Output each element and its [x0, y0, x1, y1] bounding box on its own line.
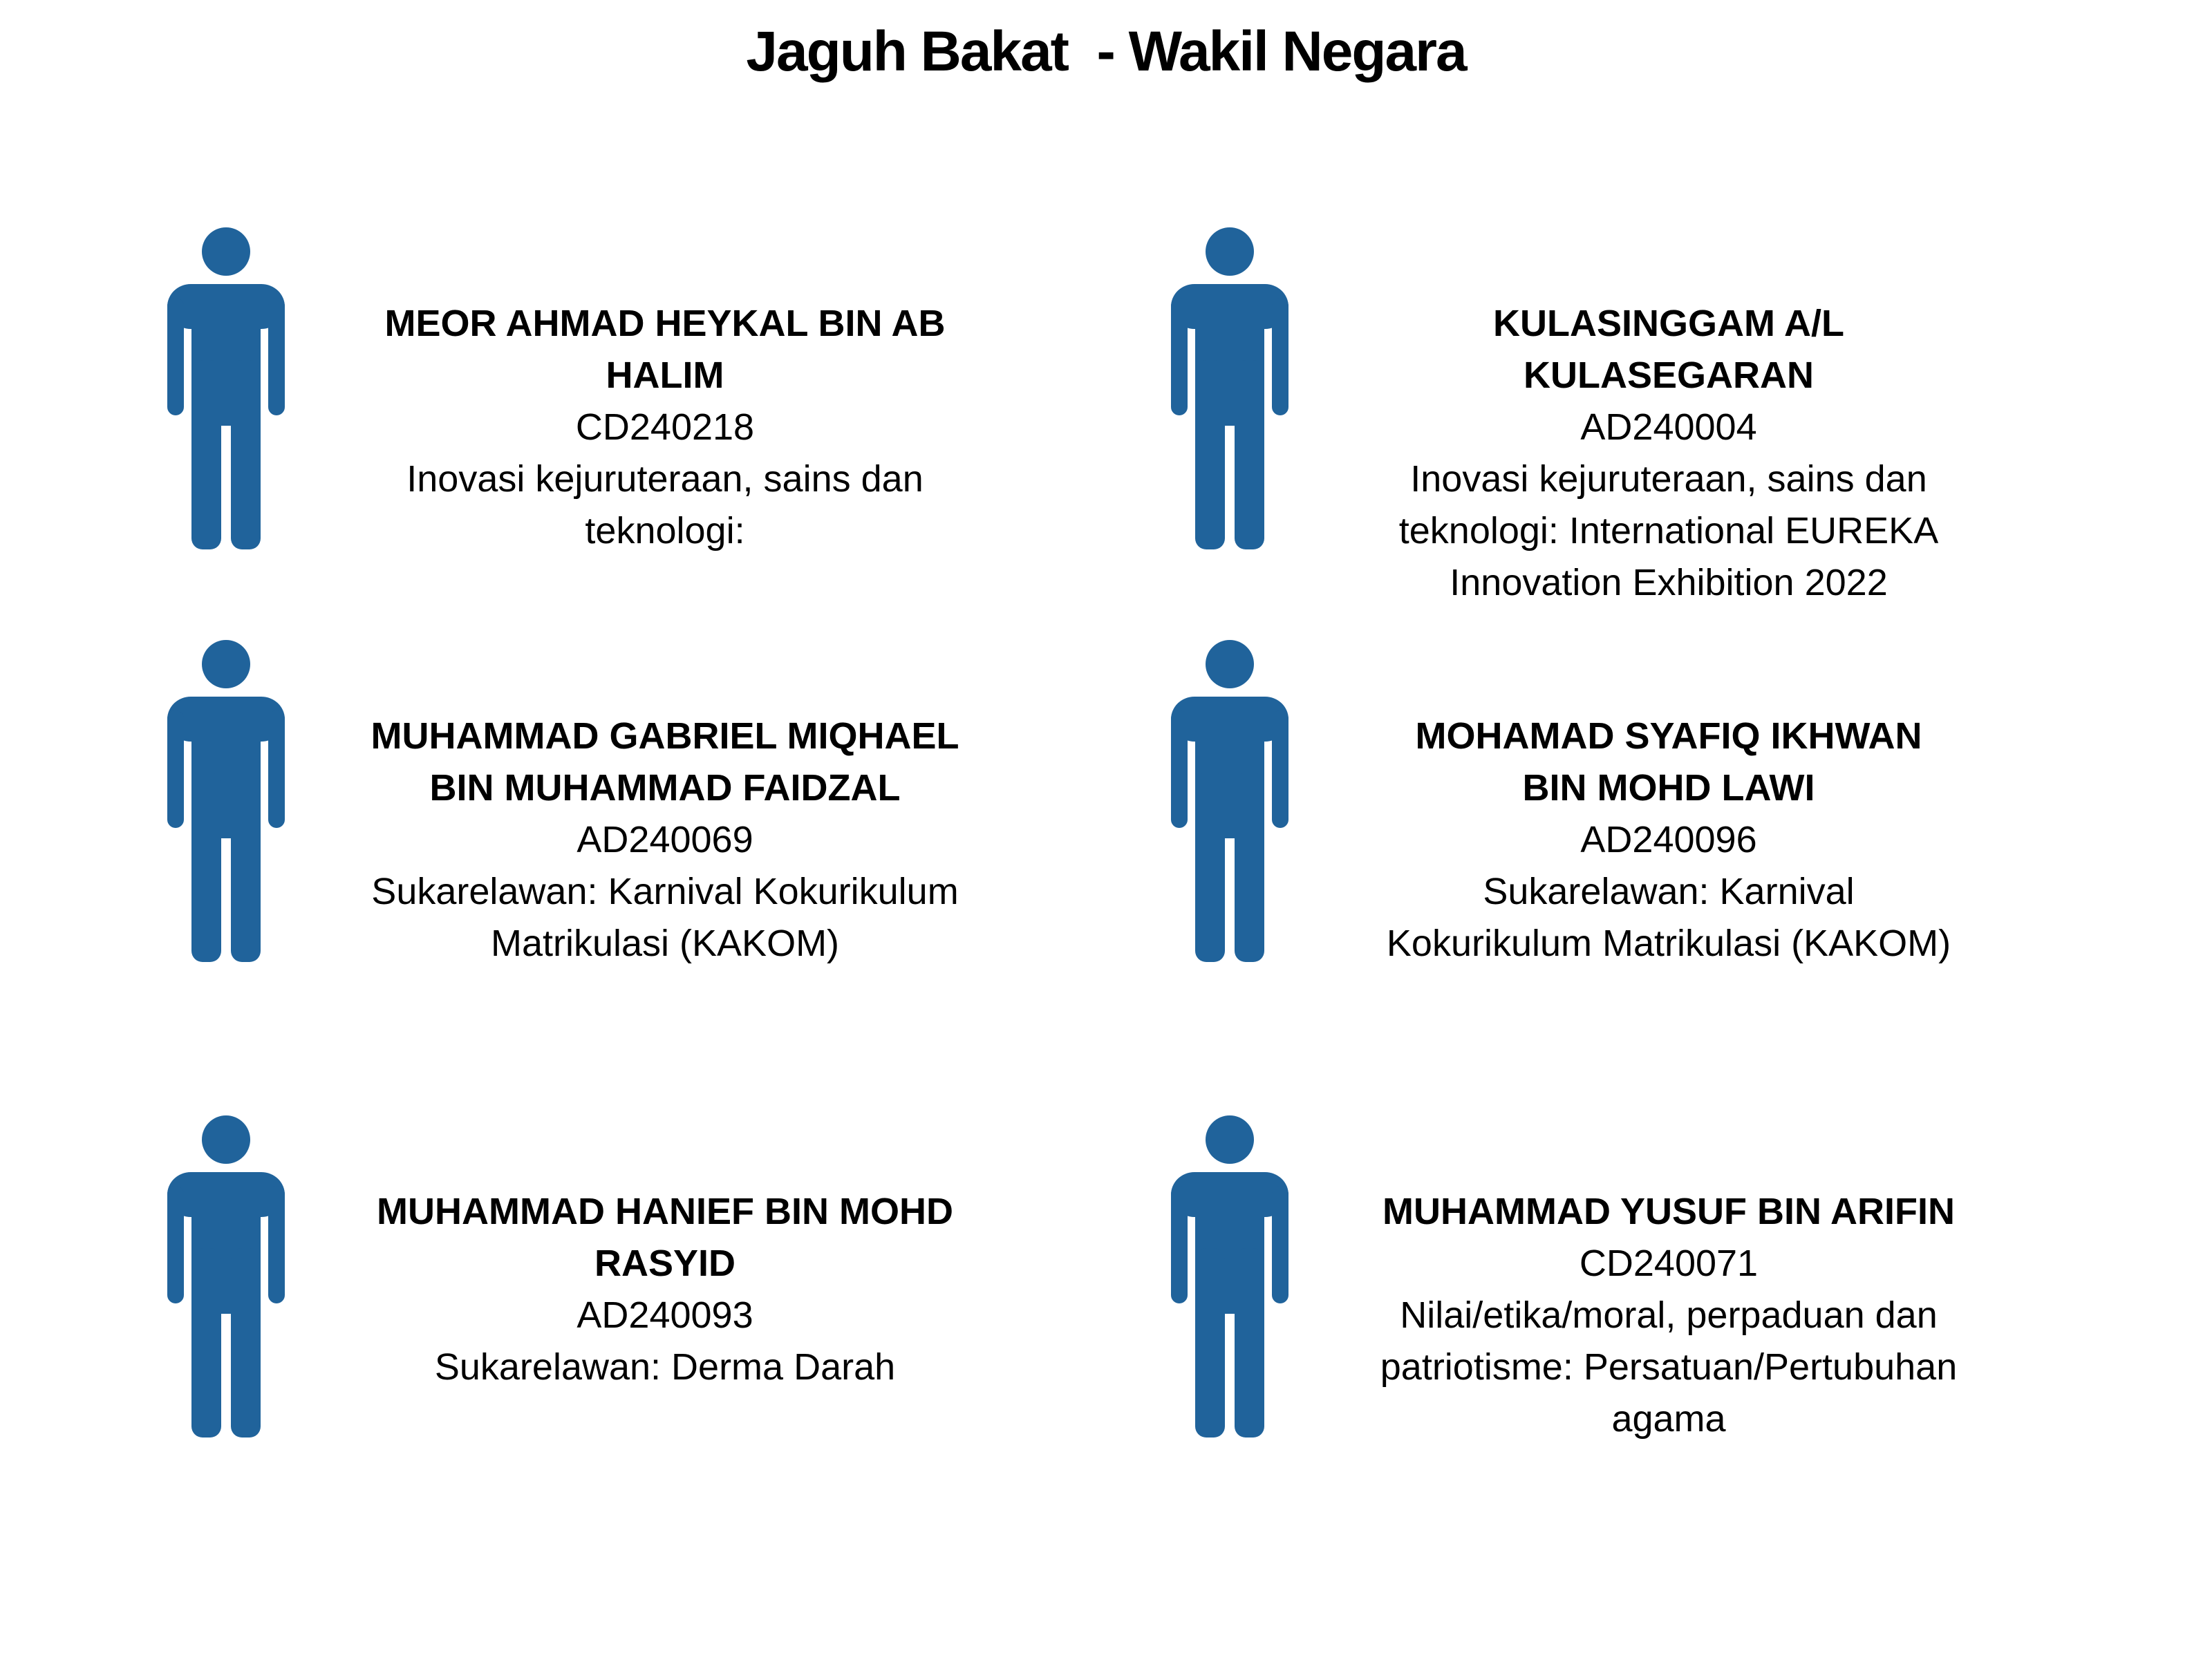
- member-info: [1330, 710, 2007, 970]
- member-info: [326, 710, 1004, 970]
- member-name: MUHAMMAD YUSUF BIN ARIFIN: [1382, 1191, 1955, 1232]
- member-name: MOHAMAD SYAFIQ IKHWAN BIN MOHD LAWI: [1415, 715, 1922, 809]
- member-id: AD240004: [1580, 406, 1757, 448]
- member-activity: Inovasi kejuruteraan, sains dan teknologi:: [406, 458, 924, 552]
- grid-row-1: [167, 222, 2175, 609]
- members-grid: [167, 19, 2175, 1678]
- member-info: [326, 1186, 1004, 1393]
- person-icon: [1171, 222, 1288, 549]
- member-activity: Sukarelawan: Karnival Kokurikulum Matrikulasi (KAKOM): [371, 871, 959, 964]
- member-card: [1171, 222, 2175, 609]
- member-card: [167, 222, 1171, 609]
- member-name: MEOR AHMAD HEYKAL BIN AB HALIM: [384, 303, 946, 396]
- person-icon: [167, 1110, 285, 1437]
- grid-row-2: [167, 634, 2175, 970]
- member-id: AD240096: [1580, 819, 1757, 860]
- member-card: [1171, 634, 2175, 970]
- member-name: KULASINGGAM A/L KULASEGARAN: [1493, 303, 1844, 396]
- member-name: MUHAMMAD GABRIEL MIQHAEL BIN MUHAMMAD FAIDZAL: [371, 715, 959, 809]
- grid-row-3: [167, 1110, 2175, 1445]
- slide: [0, 19, 2212, 1678]
- page-title: Jaguh Bakat - Wakil Negara: [746, 20, 1466, 83]
- person-icon: [167, 222, 285, 549]
- member-info: [326, 298, 1004, 557]
- member-id: AD240069: [577, 819, 753, 860]
- person-icon: [1171, 1110, 1288, 1437]
- member-activity: Sukarelawan: Karnival Kokurikulum Matrikulasi (KAKOM): [1386, 871, 1951, 964]
- member-id: CD240071: [1579, 1243, 1759, 1284]
- member-info: [1330, 1186, 2007, 1445]
- member-info: [1330, 298, 2007, 609]
- member-card: [1171, 1110, 2175, 1445]
- member-card: [167, 1110, 1171, 1445]
- member-activity: Sukarelawan: Derma Darah: [434, 1346, 896, 1388]
- member-activity: Nilai/etika/moral, perpaduan dan patriotisme: Persatuan/Pertubuhan agama: [1380, 1294, 1958, 1440]
- member-name: MUHAMMAD HANIEF BIN MOHD RASYID: [377, 1191, 953, 1284]
- member-id: CD240218: [575, 406, 755, 448]
- member-id: AD240093: [577, 1294, 753, 1336]
- member-card: [167, 634, 1171, 970]
- person-icon: [167, 634, 285, 962]
- person-icon: [1171, 634, 1288, 962]
- member-activity: Inovasi kejuruteraan, sains dan teknologi: International EUREKA Innovation Exhibition 2022: [1398, 458, 1939, 603]
